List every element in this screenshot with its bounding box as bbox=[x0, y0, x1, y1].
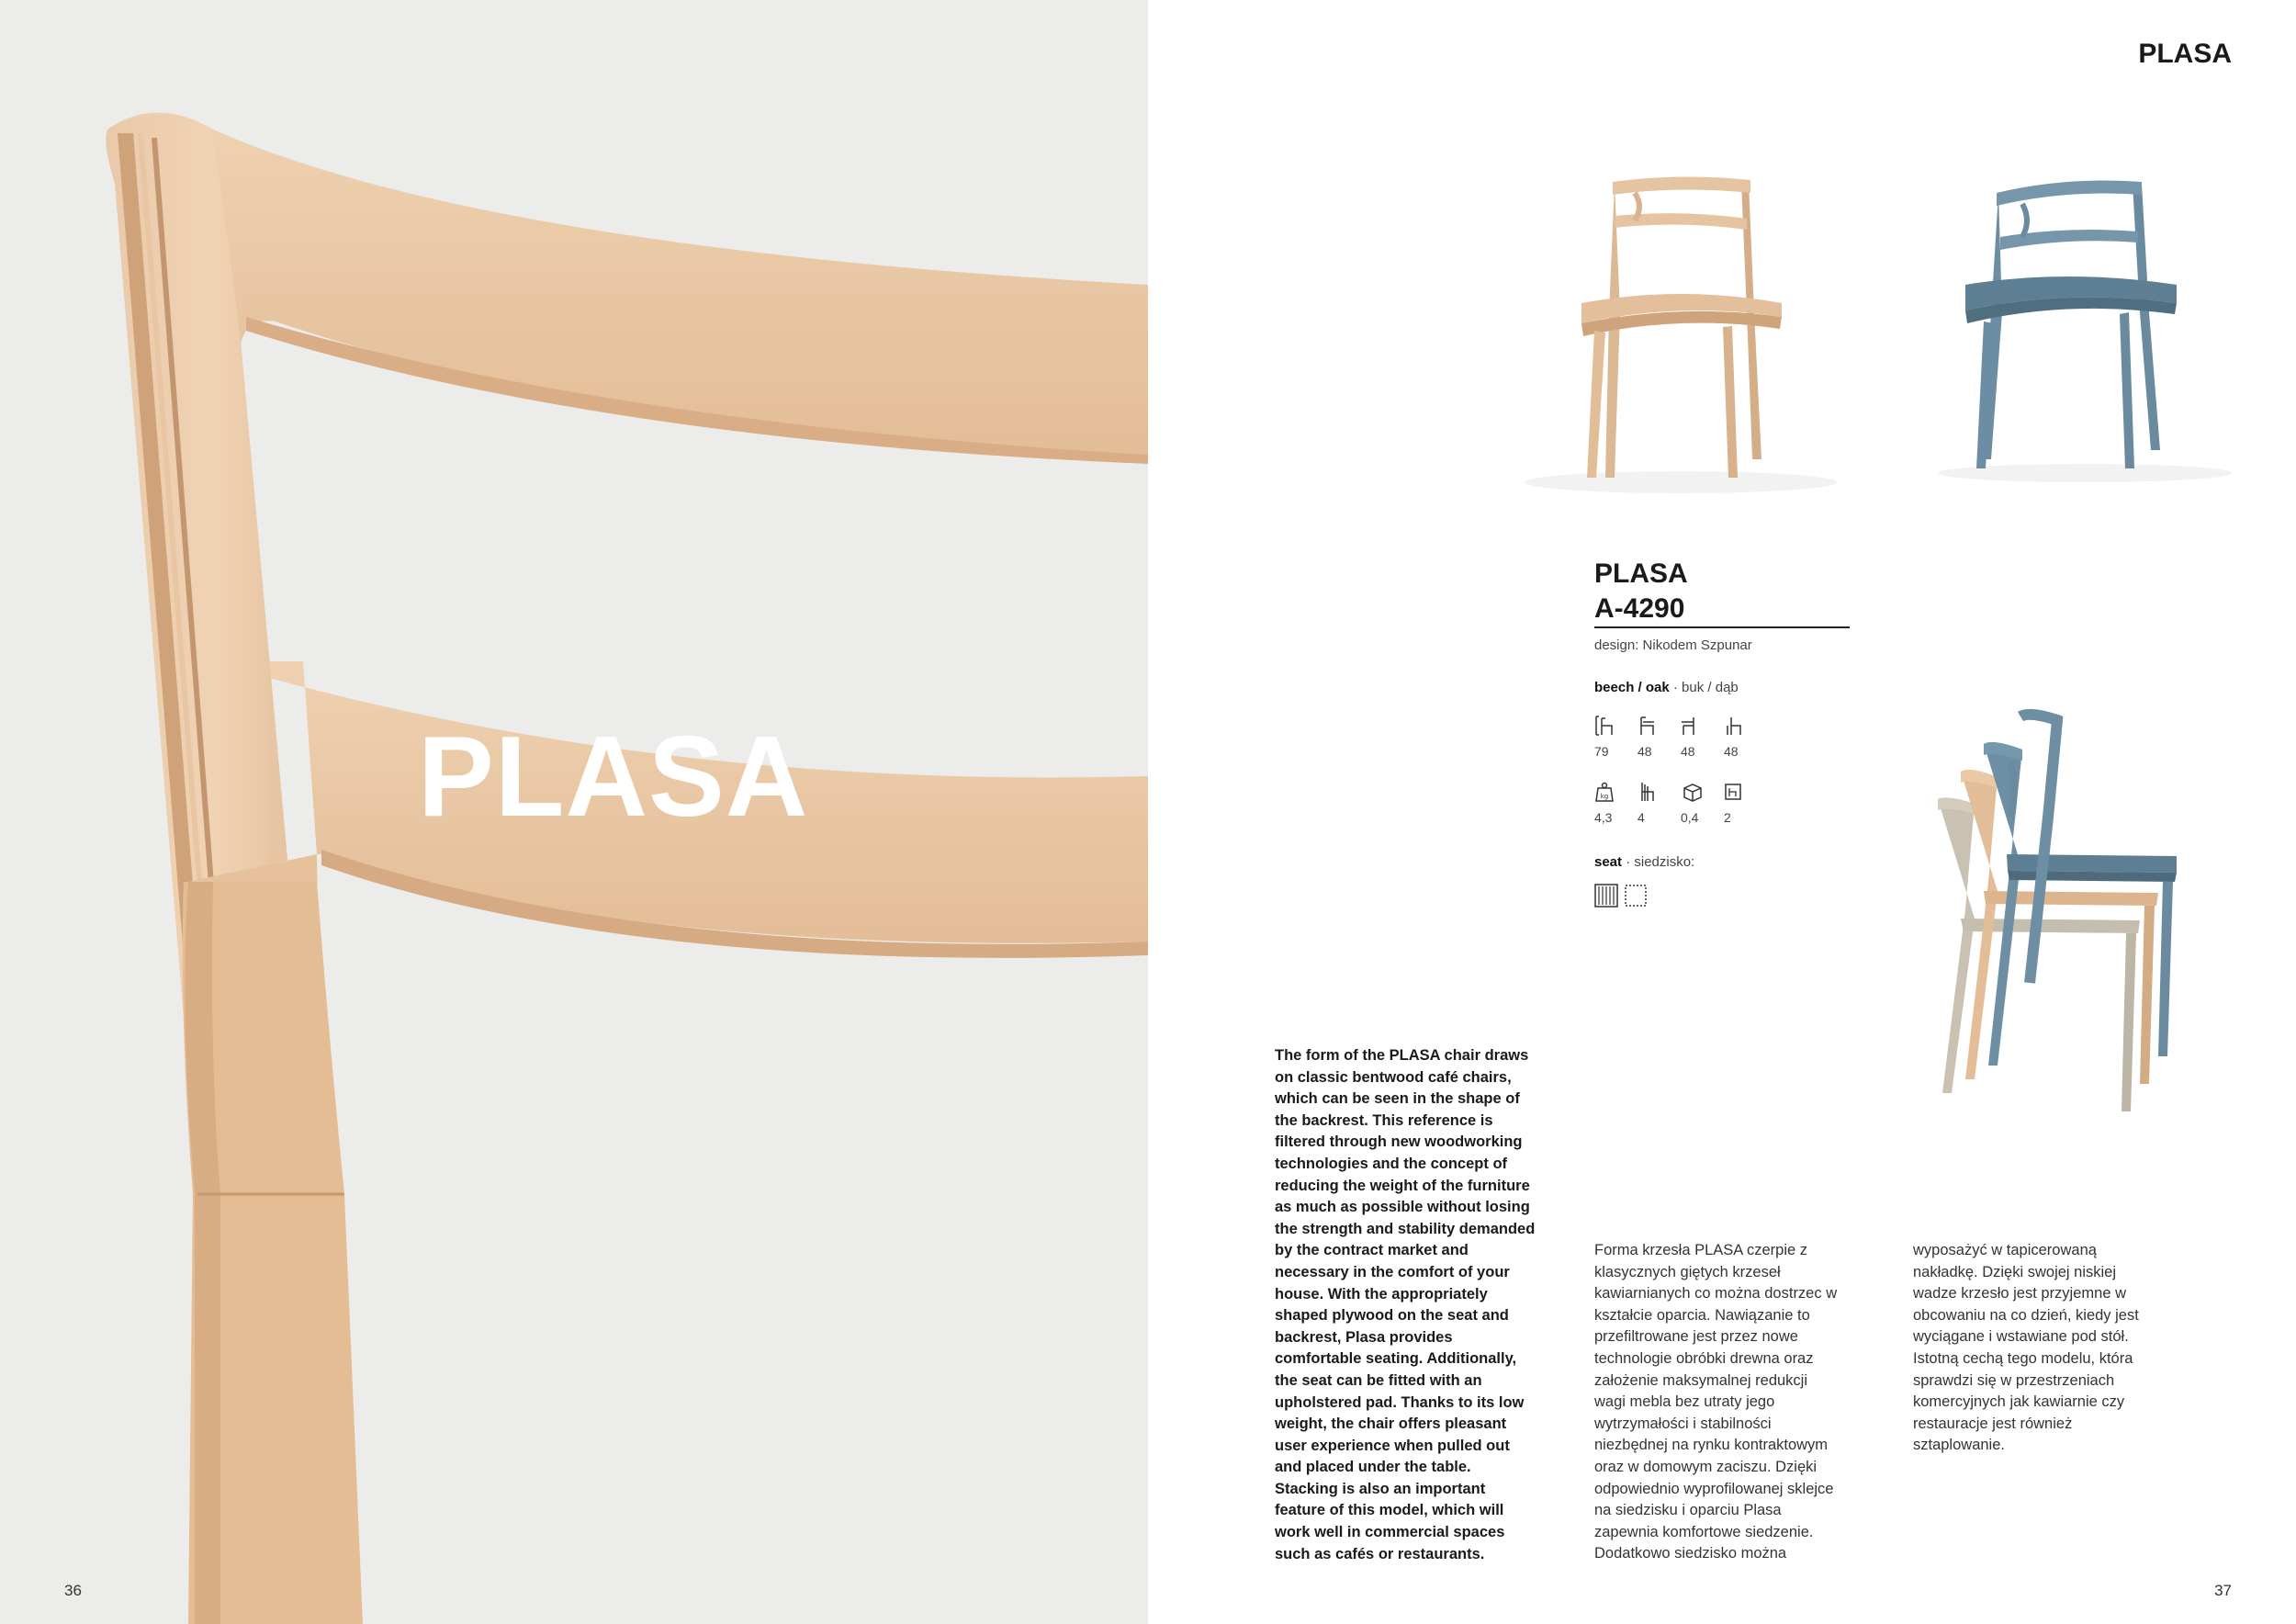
seat-label-pl: · siedzisko: bbox=[1622, 854, 1695, 870]
seat-wood-option-icon bbox=[1594, 884, 1618, 908]
property-package-value: 2 bbox=[1724, 810, 1731, 825]
page-number-right: 37 bbox=[2214, 1582, 2232, 1599]
product-name: PLASA bbox=[1594, 558, 1688, 589]
page-number-left: 36 bbox=[64, 1582, 82, 1599]
package-icon bbox=[1724, 781, 1744, 803]
designer-credit: design: Nikodem Szpunar bbox=[1594, 637, 1752, 653]
product-title bbox=[1594, 557, 1688, 626]
stacking-icon bbox=[1638, 781, 1658, 803]
chair-blue-photo bbox=[1910, 165, 2259, 496]
property-volume-value: 0,4 bbox=[1681, 810, 1699, 825]
volume-box-icon bbox=[1681, 781, 1705, 803]
chair-height-icon bbox=[1594, 715, 1615, 737]
dimension-height bbox=[1594, 715, 1638, 759]
chair-width-icon bbox=[1638, 715, 1658, 737]
description-polish-column-2: wyposażyć w tapicerowaną nakładkę. Dzięki swojej niskiej wadze krzesło jest przyjemne w obcowaniu na co dzień, kiedy jest wyciągane i wstawiane pod stół. Istotną cechą tego modelu, która sprawdzi się w przestrzeniach komercyjnych jak kawiarnie czy restauracje jest również sztaplowanie. bbox=[1913, 1242, 2139, 1454]
product-code: A-4290 bbox=[1594, 593, 1685, 624]
material-en: beech / oak bbox=[1594, 680, 1670, 695]
property-stacking-value: 4 bbox=[1638, 810, 1645, 825]
description-english: The form of the PLASA chair draws on classic bentwood café chairs, which can be seen in the shape of the backrest. This reference is filtered through new woodworking technologies and the concept of reducing the weight of the furniture as much as possible without losing the strength and stability demanded by the contract market and necessary in the comfort of your house. With the appropriately shaped plywood on the seat and backrest, Plasa provides comfortable seating. Additionally, the seat can be fitted with an upholstered pad. Thanks to its low weight, the chair offers pleasant user experience when pulled out and placed under the table. Stacking is also an important feature of this model, which will work well in commercial spaces such as cafés or restaurants. bbox=[1275, 1047, 1536, 1562]
hero-title: PLASA bbox=[418, 714, 809, 840]
property-weight-value: 4,3 bbox=[1594, 810, 1613, 825]
chair-beech-photo bbox=[1506, 165, 1855, 496]
dimension-width bbox=[1638, 715, 1681, 759]
dimension-depth bbox=[1681, 715, 1724, 759]
seat-upholstered-option-icon bbox=[1624, 884, 1648, 908]
svg-text:kg: kg bbox=[1600, 793, 1609, 800]
dimensions-row bbox=[1594, 715, 1767, 759]
material-line bbox=[1594, 680, 1739, 695]
title-divider bbox=[1594, 626, 1850, 628]
seat-label bbox=[1594, 854, 1694, 870]
dimension-seat-height bbox=[1724, 715, 1767, 759]
weight-kg-icon bbox=[1594, 781, 1615, 803]
seat-options bbox=[1594, 884, 1648, 908]
chair-depth-icon bbox=[1681, 715, 1701, 737]
seat-label-en: seat bbox=[1594, 854, 1623, 870]
chairs-stacked-photo bbox=[1910, 707, 2186, 1130]
dimension-seat-height-value: 48 bbox=[1724, 744, 1739, 759]
dimension-width-value: 48 bbox=[1638, 744, 1652, 759]
dimension-height-value: 79 bbox=[1594, 744, 1609, 759]
property-volume bbox=[1681, 781, 1724, 825]
dimension-depth-value: 48 bbox=[1681, 744, 1695, 759]
properties-row bbox=[1594, 781, 1767, 825]
header-title: PLASA bbox=[2138, 39, 2232, 69]
material-pl: · buk / dąb bbox=[1669, 680, 1739, 695]
property-package bbox=[1724, 781, 1767, 825]
property-stacking bbox=[1638, 781, 1681, 825]
description-polish-column-1: Forma krzesła PLASA czerpie z klasycznych giętych krzeseł kawiarnianych co można dostrzec w kształcie oparcia. Nawiązanie to przefiltrowane jest przez nowe technologie obróbki drewna oraz założenie maksymalnej redukcji wagi mebla bez utraty jego wytrzymałości i stabilności niezbędnej na rynku kontraktowym oraz w domowym zaciszu. Dzięki odpowiednio wyprofilowanej sklejce na siedzisku i oparciu Plasa zapewnia komfortowe siedzenie. Dodatkowo siedzisko można bbox=[1594, 1242, 1838, 1562]
seat-height-icon bbox=[1724, 715, 1744, 737]
property-weight bbox=[1594, 781, 1638, 825]
